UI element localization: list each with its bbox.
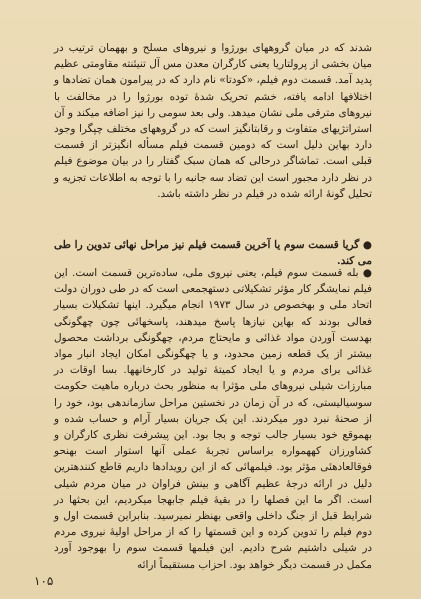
paragraph-1-text: شدند که در میان گروههای بورژوا و نیروهای مسلح و بههمان ترتیب در میان بخشی از پرولتاریا یعنی کارگران معدن مس آل تنیئنته مقاومتی عظیم پدید آمد. قسمت دوم فیلم، «کودتا» نام دارد که در پیرامون همان تضادها و اختلافها ادامه یافته، خشم تحریک شدهٔ توده بورژوا را در مخالفت با نیروهای مترقی ملی نشان میدهد. ولی بعد سومی را نیز اضافه میکند و آن استراتژیهای متفاوت و رقابتانگیز است که در گروههای مختلف چپگرا وجود دارد بهاین دلیل است که دومین قسمت فیلم مسأله انگیزتر از قسمت قبلی است. تماشاگر درحالی که همان سبک گفتار را در بیان موضوع فیلم در نظر دارد مجبور است این تضاد سه جانبه را با توجه به اطلاعات تجزیه و تحلیل گونهٔ ارائه شده در فیلم در نظر داشته باشد. (54, 42, 372, 200)
paragraph-2-text: ● بله قسمت سوم فیلم، یعنی نیروی ملی، ساده‌ترین قسمت است. این فیلم نمایشگر کار مؤثر تشکیلاتی دستهجمعی است که در طی دوران دولت اتحاد ملی و بهخصوص در سال ۱۹۷۳ انجام میگیرد. اینها تشکیلات بسیار فعالی بودند که بهاین نیازها پاسخ میدهند، پاسخهائی چون چهگونگی بهدست آوردن مواد غذائی و مایحتاج مردم، چهگونگی برداشت محصول بیشتر از یک قطعه زمین محدود، و یا چهگونگی امکان ایجاد انبار مواد غذائی برای مردم و یا ایجاد کمیتهٔ تولید در کارخانهها. بسا اوقات در مبارزات شیلی نیروهای ملی مؤثرا به منظور بحث درباره ماهیت حکومت سوسیالیستی، که در آن زمان در نخستین مراحل سازماندهی بود، خود را از صحنهٔ نبرد دور میکردند. این یک جریان بسیار آرام و حساب شده و بهموقع خود بسیار جالب توجه و بجا بود. این پیشرفت نظری کارگران و کشاورزان کههمواره براساس تجربهٔ عملی آنها استوار است بهنحو فوقالعادهئی مؤثر بود. فیلمهائی که از این رویدادها داریم قاطع کنندهترین دلیل در ارائه درجهٔ عظیم آگاهی و بینش فراوان در میان مردم شیلی است. اگر ما این فصلها را در بقیهٔ فیلم جابهجا میکردیم، این بحثها در شرایط قبل از جنگ داخلی واقعی بهنظر نمیرسید. بنابراین قسمت اول و دوم فیلم را تدوین کرده و این قسمتها را که از مراحل اولیهٔ نیروی مردم در شیلی داشتیم شرح دادیم. این فیلمها قسمت سوم را بهوجود آورد مکمل در قسمت دیگر خواهد بود. احزاب مستقیماً ارائه (54, 267, 372, 571)
paragraph-2 (54, 265, 372, 573)
paragraph-1 (54, 40, 372, 202)
page-number: ۱۰۵ (34, 574, 54, 588)
question-text: ● گریا قسمت سوم یا آخرین قسمت فیلم نیز مراحل نهائی تدوین را طی می کند. (54, 239, 372, 268)
